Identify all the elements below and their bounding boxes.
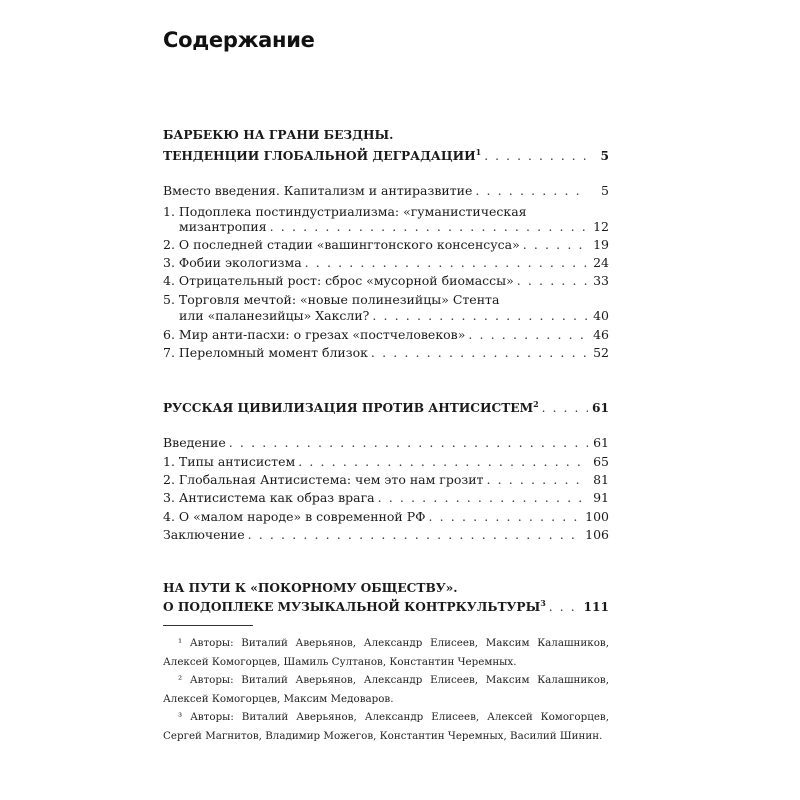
toc-entry-continuation xyxy=(179,217,609,237)
leader-dots xyxy=(372,306,588,326)
toc-entry xyxy=(163,488,609,508)
toc-entry-page: 52 xyxy=(593,345,609,360)
toc-entry-page: 33 xyxy=(593,273,609,288)
leader-dots xyxy=(371,343,588,363)
toc-entry-page: 65 xyxy=(593,454,609,469)
leader-dots xyxy=(484,146,588,166)
toc-entry xyxy=(163,181,609,201)
footnote-1: ¹ Авторы: Виталий Аверьянов, Александр Елисеев, Максим Калашников, Алексей Комогорцев, Шамиль Султанов, Константин Черемных. xyxy=(163,637,609,668)
toc-entry-text: 4. Отрицательный рост: сброс «мусорной биомассы» xyxy=(163,273,514,288)
section-3-title-line-1 xyxy=(163,578,609,598)
section-1-title-line-1 xyxy=(163,125,609,145)
toc-entry-text: 2. О последней стадии «вашингтонского консенсуса» xyxy=(163,237,520,252)
leader-dots xyxy=(229,433,588,453)
section-1-title-text: БАРБЕКЮ НА ГРАНИ БЕЗДНЫ. xyxy=(163,128,394,142)
section-1-page: 5 xyxy=(600,149,609,163)
section-3-page: 111 xyxy=(583,600,609,614)
toc-entry xyxy=(163,235,609,255)
toc-entry xyxy=(163,253,609,273)
toc-entry-text: мизантропия xyxy=(179,219,267,234)
leader-dots xyxy=(475,181,588,201)
leader-dots xyxy=(378,488,588,508)
toc-entry xyxy=(163,525,609,545)
footnote-ref-1: 1 xyxy=(475,147,482,157)
leader-dots xyxy=(542,398,588,418)
footnote-3: ³ Авторы: Виталий Аверьянов, Александр Елисеев, Алексей Комогорцев, Сергей Магнитов, Владимир Можегов, Константин Черемных, Василий Шинин. xyxy=(163,711,609,742)
toc-entry-text: 4. О «малом народе» в современной РФ xyxy=(163,509,426,524)
leader-dots xyxy=(270,217,588,237)
leader-dots xyxy=(517,271,588,291)
footnote-ref-3: 3 xyxy=(540,598,546,608)
toc-entry xyxy=(163,470,609,490)
leader-dots xyxy=(429,507,583,527)
page-title: Содержание xyxy=(163,28,315,52)
footnote-divider xyxy=(163,625,253,626)
footnote-ref-2: 2 xyxy=(533,399,539,409)
toc-entry-page: 61 xyxy=(593,435,609,450)
toc-entry-text: 7. Переломный момент близок xyxy=(163,345,368,360)
toc-entry xyxy=(163,271,609,291)
leader-dots xyxy=(486,470,588,490)
leader-dots xyxy=(523,235,588,255)
toc-entry-page: 100 xyxy=(585,509,609,524)
toc-entry xyxy=(163,433,609,453)
section-2-title-line xyxy=(163,398,609,418)
section-3-title-text: НА ПУТИ К «ПОКОРНОМУ ОБЩЕСТВУ». xyxy=(163,581,458,595)
section-1-title-line-2 xyxy=(163,146,609,166)
toc-entry-text: 5. Торговля мечтой: «новые полинезийцы» Стента xyxy=(163,292,500,307)
section-3-subtitle-text: О ПОДОПЛЕКЕ МУЗЫКАЛЬНОЙ КОНТРКУЛЬТУРЫ$^3$ xyxy=(163,598,546,614)
toc-entry xyxy=(163,452,609,472)
toc-entry-text: 6. Мир анти-пасхи: о грезах «постчеловеков» xyxy=(163,327,466,342)
footnote-2: ² Авторы: Виталий Аверьянов, Александр Елисеев, Максим Калашников, Алексей Комогорцев, Максим Медоваров. xyxy=(163,674,609,705)
section-2-title-text: РУССКАЯ ЦИВИЛИЗАЦИЯ ПРОТИВ АНТИСИСТЕМ$^2$ xyxy=(163,399,539,415)
toc-entry-page: 5 xyxy=(601,183,609,198)
toc-entry-page: 46 xyxy=(593,327,609,342)
toc-entry xyxy=(163,507,609,527)
section-2-page: 61 xyxy=(592,401,609,415)
section-1-subtitle-text: ТЕНДЕНЦИИ ГЛОБАЛЬНОЙ ДЕГРАДАЦИИ$^1$ xyxy=(163,147,482,163)
toc-entry-page: 19 xyxy=(593,237,609,252)
toc-entry-continuation xyxy=(179,306,609,326)
toc-entry-page: 12 xyxy=(593,219,609,234)
toc-entry-text: или «паланезийцы» Хаксли? xyxy=(179,308,370,323)
leader-dots xyxy=(305,253,588,273)
toc-entry-text: 1. Типы антисистем xyxy=(163,454,296,469)
leader-dots xyxy=(248,525,583,545)
toc-entry-text: Заключение xyxy=(163,527,245,542)
toc-entry-text: 3. Антисистема как образ врага xyxy=(163,490,375,505)
toc-entry xyxy=(163,343,609,363)
leader-dots xyxy=(549,597,581,617)
toc-entry xyxy=(163,325,609,345)
toc-entry-page: 91 xyxy=(593,490,609,505)
leader-dots xyxy=(468,325,588,345)
section-3-title-line-2 xyxy=(163,597,609,617)
toc-entry-page: 106 xyxy=(585,527,609,542)
toc-entry-text: Введение xyxy=(163,435,226,450)
toc-entry-page: 81 xyxy=(593,472,609,487)
leader-dots xyxy=(298,452,588,472)
toc-entry-page: 40 xyxy=(593,308,609,323)
toc-entry-text: 3. Фобии экологизма xyxy=(163,255,302,270)
toc-entry-text: 2. Глобальная Антисистема: чем это нам грозит xyxy=(163,472,484,487)
toc-entry-text: 1. Подоплека постиндустриализма: «гуманистическая xyxy=(163,204,527,219)
toc-entry-page: 24 xyxy=(593,255,609,270)
toc-entry-text: Вместо введения. Капитализм и антиразвитие xyxy=(163,183,473,198)
